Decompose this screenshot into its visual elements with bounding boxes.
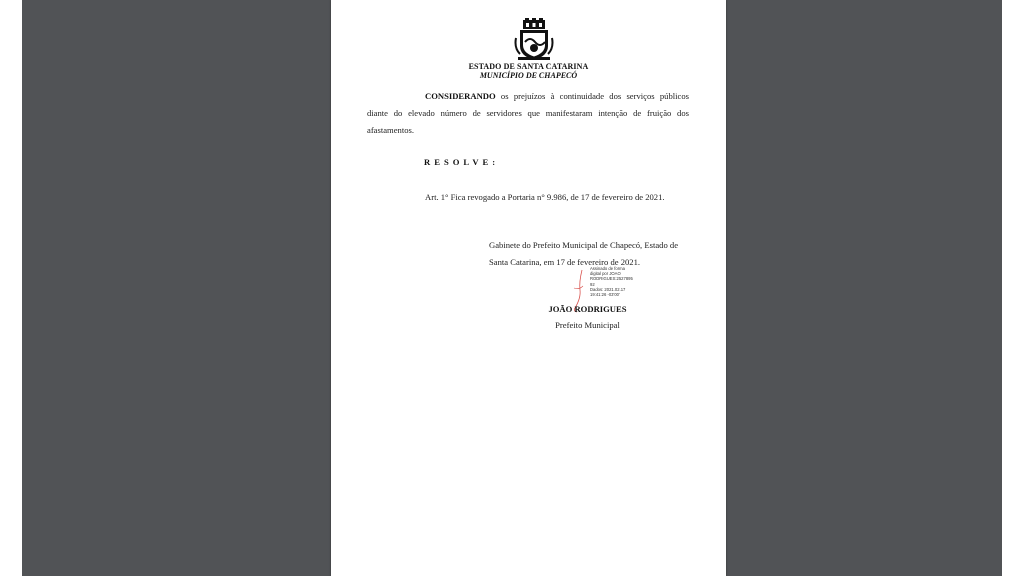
- signature-line: 92: [590, 281, 595, 287]
- municipal-coat-of-arms-icon: [514, 18, 554, 62]
- right-letterbox: [1002, 0, 1024, 576]
- signature-line: 19:41:26 -03'00': [590, 292, 620, 298]
- considering-text: os prejuízos à continuidade dos serviços públicos diante do elevado número de servidores que manifestaram intenção de fruição dos afastamentos.: [367, 91, 689, 135]
- resolve-heading: RESOLVE:: [424, 157, 500, 167]
- closing-paragraph: Gabinete do Prefeito Municipal de Chapecó, Estado de Santa Catarina, em 17 de fevereiro de 2021.: [489, 240, 679, 267]
- signer-title: Prefeito Municipal: [555, 320, 620, 330]
- article-1: Art. 1° Fica revogado a Portaria n° 9.986, de 17 de fevereiro de 2021.: [425, 192, 665, 202]
- considering-paragraph: [367, 88, 689, 139]
- signature-line: Dados: 2021.02.17: [590, 286, 626, 292]
- document-page: [331, 0, 726, 576]
- signer-name: JOÃO RODRIGUES: [548, 304, 627, 314]
- considering-lead: CONSIDERANDO: [425, 91, 496, 101]
- signature-line: RODRIGUES:2527895: [590, 276, 633, 282]
- municipality-heading: MUNICÍPIO DE CHAPECÓ: [479, 71, 578, 80]
- digital-signature-stamp: [590, 266, 670, 297]
- state-heading: ESTADO DE SANTA CATARINA: [468, 62, 589, 71]
- left-letterbox: [0, 0, 22, 576]
- signature-line: digital por JOAO: [590, 271, 621, 277]
- signature-line: Assinado de forma: [590, 266, 625, 271]
